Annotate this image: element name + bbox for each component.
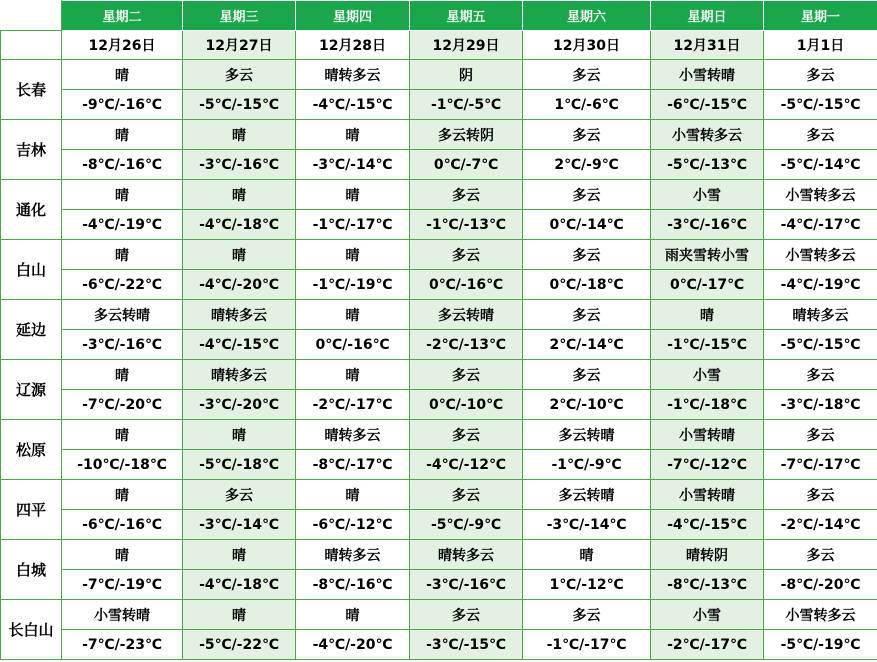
weather-cell: 多云 <box>410 360 523 390</box>
temperature-cell: -4℃/-17℃ <box>764 210 877 240</box>
weather-cell: 晴 <box>62 180 183 210</box>
city-name: 四平 <box>1 480 62 540</box>
temperature-cell: -6℃/-16℃ <box>62 510 183 540</box>
weather-cell: 多云 <box>764 120 877 150</box>
weather-cell: 多云 <box>523 600 651 630</box>
weather-row <box>1 120 877 150</box>
temperature-cell: -4℃/-15℃ <box>651 510 764 540</box>
temperature-cell: -3℃/-16℃ <box>651 210 764 240</box>
temperature-cell: -1℃/-9℃ <box>523 450 651 480</box>
weekday-header-row <box>1 1 877 31</box>
temperature-cell: -5℃/-14℃ <box>764 150 877 180</box>
weekday-header: 星期二 <box>62 1 183 31</box>
weather-row <box>1 480 877 510</box>
city-name: 辽源 <box>1 360 62 420</box>
temperature-cell: -5℃/-15℃ <box>764 330 877 360</box>
city-name: 长白山 <box>1 600 62 660</box>
weather-cell: 晴 <box>183 240 296 270</box>
weather-cell: 晴 <box>296 360 410 390</box>
temperature-cell: -1℃/-18℃ <box>651 390 764 420</box>
weather-cell: 晴 <box>296 480 410 510</box>
weather-cell: 晴 <box>296 180 410 210</box>
weather-cell: 多云转晴 <box>410 300 523 330</box>
temperature-cell: 2℃/-9℃ <box>523 150 651 180</box>
weather-cell: 晴 <box>183 540 296 570</box>
weather-cell: 小雪转晴 <box>651 480 764 510</box>
weather-cell: 小雪转多云 <box>764 240 877 270</box>
temperature-row <box>1 450 877 480</box>
temperature-cell: -4℃/-15℃ <box>183 330 296 360</box>
temperature-cell: -7℃/-20℃ <box>62 390 183 420</box>
temperature-cell: -6℃/-12℃ <box>296 510 410 540</box>
temperature-cell: -3℃/-16℃ <box>410 570 523 600</box>
weather-cell: 小雪转晴 <box>651 60 764 90</box>
temperature-cell: -7℃/-23℃ <box>62 630 183 660</box>
temperature-cell: -5℃/-22℃ <box>183 630 296 660</box>
temperature-cell: -8℃/-17℃ <box>296 450 410 480</box>
date-cell: 12月30日 <box>523 31 651 60</box>
weather-cell: 多云转晴 <box>523 420 651 450</box>
temperature-cell: -5℃/-9℃ <box>410 510 523 540</box>
weather-cell: 多云 <box>764 480 877 510</box>
temperature-cell: 0℃/-17℃ <box>651 270 764 300</box>
weather-row <box>1 300 877 330</box>
weekday-header: 星期六 <box>523 1 651 31</box>
temperature-cell: -4℃/-20℃ <box>183 270 296 300</box>
temperature-cell: -7℃/-12℃ <box>651 450 764 480</box>
temperature-row <box>1 390 877 420</box>
temperature-cell: 0℃/-16℃ <box>296 330 410 360</box>
temperature-row <box>1 570 877 600</box>
weather-cell: 晴转多云 <box>183 360 296 390</box>
weather-cell: 晴转多云 <box>296 420 410 450</box>
date-cell: 12月27日 <box>183 31 296 60</box>
temperature-cell: -3℃/-16℃ <box>183 150 296 180</box>
temperature-cell: -10℃/-18℃ <box>62 450 183 480</box>
weather-cell: 小雪 <box>651 180 764 210</box>
weather-cell: 多云 <box>523 120 651 150</box>
weather-cell: 晴 <box>183 420 296 450</box>
weather-cell: 多云 <box>410 420 523 450</box>
temperature-cell: -3℃/-14℃ <box>523 510 651 540</box>
temperature-cell: 0℃/-16℃ <box>410 270 523 300</box>
weather-cell: 晴 <box>62 480 183 510</box>
temperature-cell: 0℃/-10℃ <box>410 390 523 420</box>
date-row <box>1 31 877 60</box>
city-name: 白山 <box>1 240 62 300</box>
weather-cell: 晴 <box>62 240 183 270</box>
temperature-cell: -8℃/-16℃ <box>296 570 410 600</box>
temperature-cell: -2℃/-13℃ <box>410 330 523 360</box>
weather-cell: 小雪 <box>651 360 764 390</box>
temperature-cell: -3℃/-14℃ <box>296 150 410 180</box>
temperature-cell: -7℃/-17℃ <box>764 450 877 480</box>
temperature-cell: -3℃/-15℃ <box>410 630 523 660</box>
temperature-cell: -3℃/-16℃ <box>62 330 183 360</box>
weather-cell: 多云 <box>183 480 296 510</box>
temperature-cell: -2℃/-17℃ <box>296 390 410 420</box>
weather-cell: 晴转阴 <box>651 540 764 570</box>
weather-cell: 晴 <box>183 120 296 150</box>
weather-cell: 多云 <box>523 300 651 330</box>
weather-cell: 晴转多云 <box>764 300 877 330</box>
temperature-cell: -2℃/-14℃ <box>764 510 877 540</box>
temperature-cell: 2℃/-10℃ <box>523 390 651 420</box>
city-name: 通化 <box>1 180 62 240</box>
weather-cell: 阴 <box>410 60 523 90</box>
city-name: 延边 <box>1 300 62 360</box>
weekday-header: 星期三 <box>183 1 296 31</box>
temperature-cell: -4℃/-12℃ <box>410 450 523 480</box>
temperature-row <box>1 210 877 240</box>
city-name: 松原 <box>1 420 62 480</box>
temperature-cell: -5℃/-15℃ <box>183 90 296 120</box>
city-name: 长春 <box>1 60 62 120</box>
temperature-row <box>1 630 877 660</box>
weather-cell: 晴转多云 <box>296 540 410 570</box>
corner-cell <box>1 1 62 31</box>
temperature-row <box>1 510 877 540</box>
weather-cell: 多云转晴 <box>523 480 651 510</box>
temperature-cell: -1℃/-17℃ <box>296 210 410 240</box>
temperature-row <box>1 270 877 300</box>
weather-cell: 多云 <box>764 60 877 90</box>
temperature-cell: -1℃/-19℃ <box>296 270 410 300</box>
temperature-cell: -8℃/-16℃ <box>62 150 183 180</box>
date-cell: 12月31日 <box>651 31 764 60</box>
temperature-row <box>1 150 877 180</box>
temperature-cell: 1℃/-12℃ <box>523 570 651 600</box>
temperature-cell: 0℃/-14℃ <box>523 210 651 240</box>
weather-cell: 多云 <box>764 540 877 570</box>
temperature-cell: -8℃/-13℃ <box>651 570 764 600</box>
weekday-header: 星期一 <box>764 1 877 31</box>
date-cell: 12月28日 <box>296 31 410 60</box>
weather-cell: 晴 <box>62 360 183 390</box>
city-name: 白城 <box>1 540 62 600</box>
weather-cell: 小雪转晴 <box>62 600 183 630</box>
weather-cell: 晴 <box>296 600 410 630</box>
weather-cell: 晴 <box>651 300 764 330</box>
temperature-cell: -4℃/-15℃ <box>296 90 410 120</box>
weather-cell: 多云 <box>523 240 651 270</box>
weather-cell: 晴 <box>296 300 410 330</box>
weather-cell: 晴 <box>62 120 183 150</box>
weather-cell: 多云 <box>183 60 296 90</box>
weather-cell: 晴 <box>296 240 410 270</box>
date-row-label <box>1 31 62 60</box>
weather-cell: 晴转多云 <box>296 60 410 90</box>
temperature-cell: -1℃/-13℃ <box>410 210 523 240</box>
temperature-cell: -5℃/-19℃ <box>764 630 877 660</box>
weather-cell: 多云 <box>523 360 651 390</box>
weather-cell: 多云 <box>410 480 523 510</box>
weather-cell: 小雪 <box>651 600 764 630</box>
temperature-cell: -6℃/-15℃ <box>651 90 764 120</box>
date-cell: 1月1日 <box>764 31 877 60</box>
temperature-cell: -2℃/-17℃ <box>651 630 764 660</box>
weather-cell: 多云转阴 <box>410 120 523 150</box>
weather-cell: 晴 <box>523 540 651 570</box>
temperature-cell: -5℃/-13℃ <box>651 150 764 180</box>
weather-cell: 晴 <box>183 180 296 210</box>
weather-cell: 晴 <box>62 420 183 450</box>
weather-row <box>1 600 877 630</box>
weather-cell: 多云转晴 <box>62 300 183 330</box>
weather-cell: 小雪转多云 <box>764 180 877 210</box>
weather-cell: 多云 <box>523 180 651 210</box>
weather-cell: 多云 <box>410 180 523 210</box>
weekday-header: 星期日 <box>651 1 764 31</box>
weather-row <box>1 60 877 90</box>
temperature-cell: -6℃/-22℃ <box>62 270 183 300</box>
temperature-cell: 0℃/-18℃ <box>523 270 651 300</box>
weather-cell: 晴转多云 <box>410 540 523 570</box>
weather-cell: 多云 <box>410 600 523 630</box>
temperature-cell: -4℃/-20℃ <box>296 630 410 660</box>
weather-cell: 多云 <box>410 240 523 270</box>
temperature-cell: -1℃/-5℃ <box>410 90 523 120</box>
temperature-cell: -3℃/-14℃ <box>183 510 296 540</box>
temperature-cell: -5℃/-15℃ <box>764 90 877 120</box>
weather-cell: 小雪转多云 <box>651 120 764 150</box>
temperature-cell: -4℃/-19℃ <box>764 270 877 300</box>
weather-row <box>1 540 877 570</box>
weather-row <box>1 360 877 390</box>
temperature-cell: -4℃/-18℃ <box>183 570 296 600</box>
temperature-cell: -3℃/-20℃ <box>183 390 296 420</box>
weather-cell: 晴 <box>62 540 183 570</box>
temperature-row <box>1 90 877 120</box>
weather-cell: 小雪转晴 <box>651 420 764 450</box>
city-name: 吉林 <box>1 120 62 180</box>
temperature-cell: -7℃/-19℃ <box>62 570 183 600</box>
weekday-header: 星期四 <box>296 1 410 31</box>
temperature-row <box>1 330 877 360</box>
temperature-cell: -1℃/-17℃ <box>523 630 651 660</box>
temperature-cell: -4℃/-18℃ <box>183 210 296 240</box>
weather-cell: 小雪转多云 <box>764 600 877 630</box>
temperature-cell: -5℃/-18℃ <box>183 450 296 480</box>
weather-cell: 晴转多云 <box>183 300 296 330</box>
temperature-cell: -4℃/-19℃ <box>62 210 183 240</box>
weather-cell: 晴 <box>62 60 183 90</box>
date-cell: 12月26日 <box>62 31 183 60</box>
weather-row <box>1 240 877 270</box>
weather-cell: 多云 <box>764 360 877 390</box>
temperature-cell: -3℃/-18℃ <box>764 390 877 420</box>
date-cell: 12月29日 <box>410 31 523 60</box>
weather-cell: 晴 <box>296 120 410 150</box>
temperature-cell: 2℃/-14℃ <box>523 330 651 360</box>
temperature-cell: -9℃/-16℃ <box>62 90 183 120</box>
weather-row <box>1 180 877 210</box>
weather-row <box>1 420 877 450</box>
weather-cell: 晴 <box>183 600 296 630</box>
temperature-cell: 0℃/-7℃ <box>410 150 523 180</box>
weather-cell: 雨夹雪转小雪 <box>651 240 764 270</box>
temperature-cell: -1℃/-15℃ <box>651 330 764 360</box>
weather-cell: 多云 <box>523 60 651 90</box>
weather-cell: 多云 <box>764 420 877 450</box>
temperature-cell: 1℃/-6℃ <box>523 90 651 120</box>
weekday-header: 星期五 <box>410 1 523 31</box>
temperature-cell: -8℃/-20℃ <box>764 570 877 600</box>
